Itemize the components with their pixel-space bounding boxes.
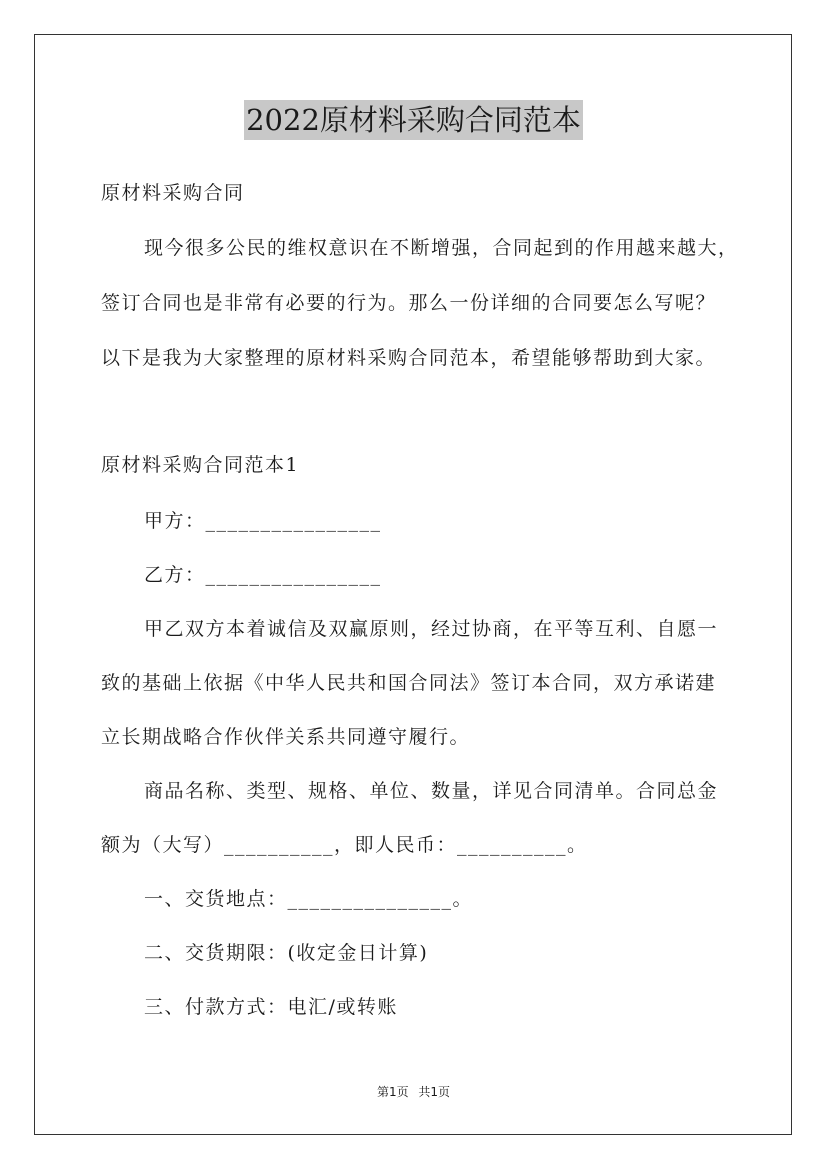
goods-line-1: 商品名称、类型、规格、单位、数量，详见合同清单。合同总金	[144, 780, 719, 802]
page-number-total: 共1页	[418, 1085, 451, 1099]
section-title: 原材料采购合同范本1	[101, 454, 300, 476]
clause-line-2: 致的基础上依据《中华人民共和国合同法》签订本合同，双方承诺建	[101, 672, 717, 694]
page-number-current: 第1页	[376, 1085, 409, 1099]
item-delivery-period: 二、交货期限：(收定金日计算)	[144, 942, 429, 964]
party-b-line: 乙方：________________	[144, 564, 382, 586]
document-title: 2022原材料采购合同范本	[244, 100, 583, 140]
item-payment-method: 三、付款方式：电汇/或转账	[144, 996, 398, 1018]
intro-line-3: 以下是我为大家整理的原材料采购合同范本，希望能够帮助到大家。	[101, 347, 717, 369]
intro-line-1: 现今很多公民的维权意识在不断增强，合同起到的作用越来越大，	[144, 237, 739, 259]
clause-line-1: 甲乙双方本着诚信及双赢原则，经过协商，在平等互利、自愿一	[144, 618, 719, 640]
clause-line-3: 立长期战略合作伙伴关系共同遵守履行。	[101, 726, 471, 748]
party-a-line: 甲方：________________	[144, 510, 382, 532]
intro-line-2: 签订合同也是非常有必要的行为。那么一份详细的合同要怎么写呢？	[101, 292, 717, 314]
goods-line-2: 额为（大写）__________，即人民币：__________。	[101, 834, 588, 856]
title-container	[0, 100, 827, 140]
page-footer	[0, 1084, 827, 1100]
item-delivery-place: 一、交货地点：_______________。	[144, 888, 474, 910]
heading-contract: 原材料采购合同	[101, 182, 245, 204]
